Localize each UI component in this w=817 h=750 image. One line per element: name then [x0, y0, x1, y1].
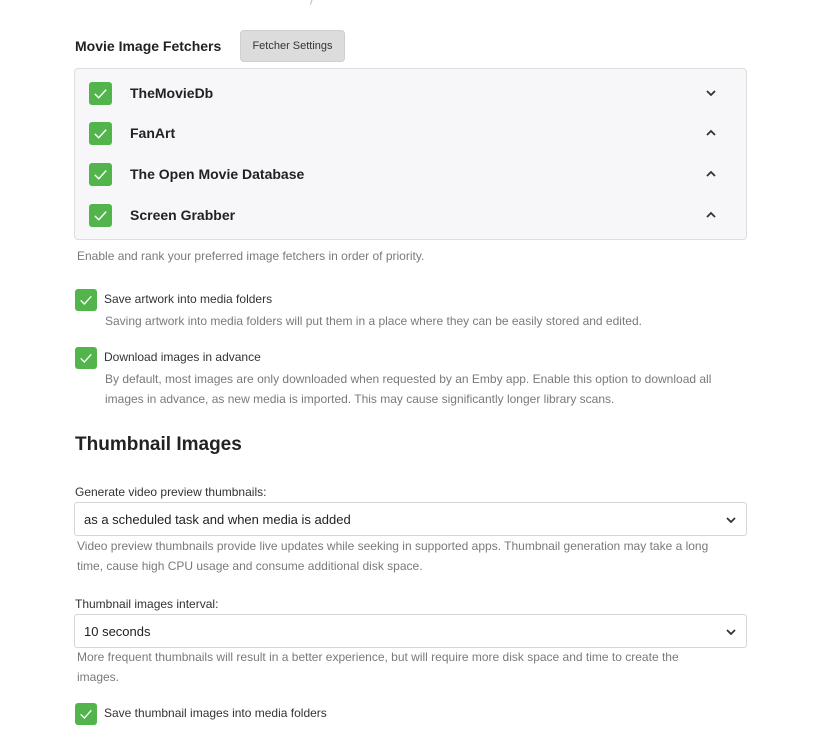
fetcher-item-fanart: [75, 113, 746, 153]
fetcher-label: TheMovieDb: [130, 85, 214, 101]
fetcher-item-screen-grabber: [75, 195, 746, 235]
help-line: Video preview thumbnails provide live updates while seeking in supported apps. Thumbnail generation may take a long: [77, 539, 709, 553]
thumbnail-interval-value: 10 seconds: [84, 624, 151, 639]
preview-thumbnails-help: [77, 537, 757, 576]
fetcher-item-themoviedb: [75, 73, 746, 113]
checkmark-icon: [92, 125, 109, 142]
fetcher-checkbox-screen-grabber[interactable]: [89, 204, 112, 227]
chevron-down-icon: [725, 626, 737, 638]
fetcher-list: [74, 68, 747, 240]
fetcher-checkbox-omdb[interactable]: [89, 163, 112, 186]
fetchers-header: [75, 30, 333, 62]
chevron-up-icon[interactable]: [703, 166, 719, 182]
chevron-up-icon[interactable]: [703, 207, 719, 223]
fetchers-help-text: Enable and rank your preferred image fetchers in order of priority.: [77, 249, 425, 263]
thumbnail-interval-select[interactable]: [74, 614, 747, 648]
download-advance-description: [105, 369, 785, 409]
fetcher-label: Screen Grabber: [130, 207, 236, 223]
chevron-up-icon[interactable]: [703, 125, 719, 141]
chevron-down-icon: [725, 514, 737, 526]
checkmark-icon: [92, 85, 109, 102]
description-line: images in advance, as new media is imported. This may cause significantly longer library scans.: [105, 392, 615, 406]
fetcher-checkbox-themoviedb[interactable]: [89, 82, 112, 105]
chevron-down-icon[interactable]: [703, 85, 719, 101]
fetcher-settings-button[interactable]: Fetcher Settings: [240, 30, 345, 62]
checkmark-icon: [78, 292, 94, 308]
help-line: time, cause high CPU usage and consume additional disk space.: [77, 558, 423, 573]
save-artwork-label[interactable]: Save artwork into media folders: [104, 292, 273, 306]
help-line: images.: [77, 669, 120, 684]
fetcher-label: The Open Movie Database: [130, 166, 305, 182]
fetcher-checkbox-fanart[interactable]: [89, 122, 112, 145]
fetchers-title: Movie Image Fetchers: [75, 38, 222, 54]
save-artwork-description: [105, 311, 745, 331]
save-thumbnails-label[interactable]: Save thumbnail images into media folders: [104, 706, 327, 720]
preview-thumbnails-label: Generate video preview thumbnails:: [75, 485, 267, 499]
download-advance-label[interactable]: Download images in advance: [104, 350, 261, 364]
preview-thumbnails-select[interactable]: [74, 502, 747, 536]
save-artwork-checkbox[interactable]: [75, 289, 97, 311]
save-thumbnails-checkbox[interactable]: [75, 703, 97, 725]
description-line: Saving artwork into media folders will put them in a place where they can be easily stored and edited.: [105, 314, 642, 328]
thumbnail-interval-label: Thumbnail images interval:: [75, 597, 219, 611]
thumbnail-section-title: Thumbnail Images: [75, 434, 242, 455]
help-line: More frequent thumbnails will result in a better experience, but will require more disk space and time to create the: [77, 650, 679, 664]
thumbnail-interval-help: [77, 648, 757, 687]
checkmark-icon: [78, 350, 94, 366]
fetcher-label: FanArt: [130, 125, 176, 141]
checkmark-icon: [92, 166, 109, 183]
download-advance-checkbox[interactable]: [75, 347, 97, 369]
preview-thumbnails-value: as a scheduled task and when media is added: [84, 512, 351, 527]
cropped-text-fragment: [305, 0, 313, 5]
fetcher-item-omdb: [75, 154, 746, 194]
description-line: By default, most images are only downloaded when requested by an Emby app. Enable this option to download all: [105, 372, 712, 386]
checkmark-icon: [92, 207, 109, 224]
checkmark-icon: [78, 706, 94, 722]
